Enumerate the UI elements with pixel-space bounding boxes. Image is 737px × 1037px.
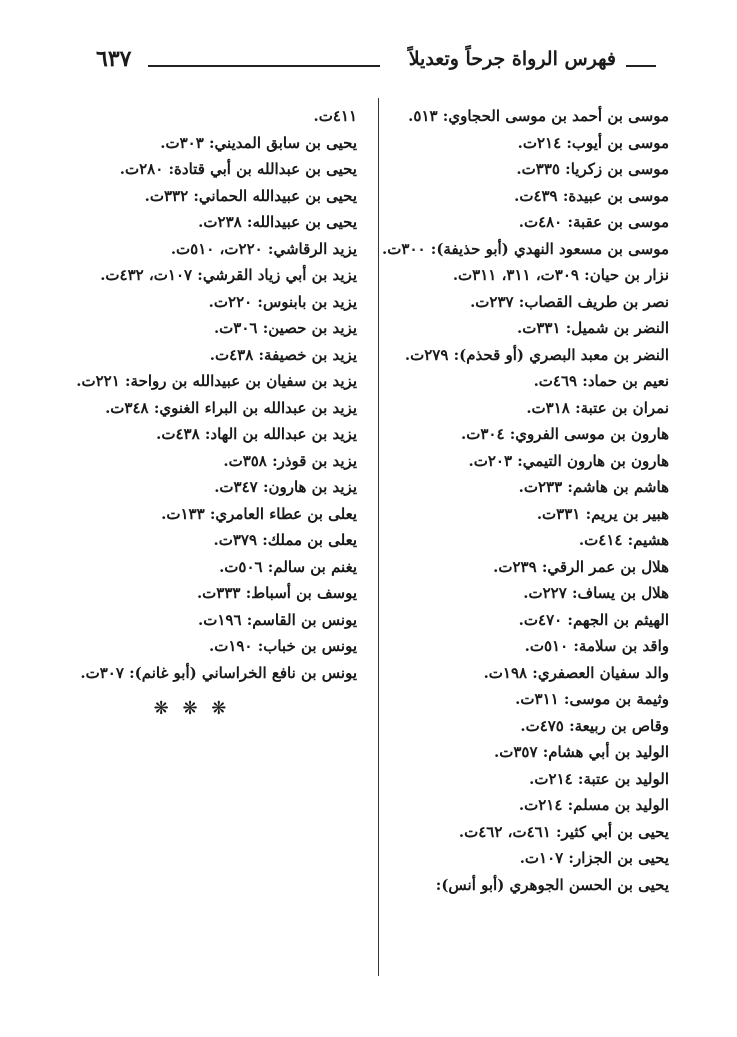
index-entry: هبير بن يريم: ٣٣١ت. — [536, 504, 669, 523]
index-entry: هلال بن يساف: ٢٢٧ت. — [523, 584, 669, 602]
index-entry: هاشم بن هاشم: ٢٣٣ت. — [518, 478, 669, 496]
index-entry: يونس بن نافع الخراساني (أبو غانم): ٣٠٧ت. — [80, 663, 357, 682]
section-end-ornament: ❋ ❋ ❋ — [153, 698, 231, 719]
index-entry: يزيد بن أبي زياد القرشي: ١٠٧ت، ٤٣٢ت. — [100, 266, 357, 284]
index-entry: نعيم بن حماد: ٤٦٩ت. — [533, 372, 669, 390]
index-entry: يزيد بن سفيان بن عبيدالله بن رواحة: ٢٢١ت. — [76, 372, 357, 390]
header-rule-right — [626, 65, 656, 67]
index-entry: يزيد بن بابنوس: ٢٢٠ت. — [208, 292, 357, 311]
index-entry: والد سفيان العصفري: ١٩٨ت. — [483, 663, 669, 682]
index-entry: يحيى بن عبيدالله الحماني: ٣٣٢ت. — [144, 186, 357, 205]
index-entry: يونس بن خباب: ١٩٠ت. — [208, 637, 357, 655]
index-entry: وثيمة بن موسى: ٣١١ت. — [515, 690, 669, 708]
index-entry: يوسف بن أسباط: ٣٣٣ت. — [196, 584, 357, 602]
index-entry: موسى بن مسعود النهدي (أبو حذيفة): ٣٠٠ت. — [382, 239, 669, 258]
page-header — [96, 46, 656, 82]
running-title: فهرس الرواة جرحاً وتعديلاً — [408, 48, 616, 70]
index-entry: موسى بن أحمد بن موسى الحجاوي: ٥١٣. — [408, 107, 669, 125]
index-entry: نزار بن حيان: ٣٠٩ت، ٣١١، ٣١١ت. — [452, 266, 669, 284]
index-entry: يونس بن القاسم: ١٩٦ت. — [198, 610, 357, 629]
index-entry: موسى بن زكريا: ٣٣٥ت. — [516, 160, 669, 178]
index-entry: يحيى بن عبيدالله: ٢٣٨ت. — [198, 213, 357, 231]
index-entry: الوليد بن عتبة: ٢١٤ت. — [529, 769, 669, 788]
index-entry: يزيد بن عبدالله بن الهاد: ٤٣٨ت. — [156, 425, 357, 443]
index-entry: واقد بن سلامة: ٥١٠ت. — [524, 637, 669, 655]
index-entry: الهيثم بن الجهم: ٤٧٠ت. — [518, 610, 669, 629]
index-entry: يحيى بن سابق المديني: ٣٠٣ت. — [160, 133, 357, 152]
index-entry: هلال بن عمر الرقي: ٢٣٩ت. — [493, 557, 669, 576]
index-column-left — [67, 103, 357, 719]
index-entry: هارون بن موسى الفروي: ٣٠٤ت. — [461, 425, 669, 443]
index-entry: النضر بن معبد البصري (أو قحذم): ٢٧٩ت. — [404, 345, 669, 364]
index-entry: النضر بن شميل: ٣٣١ت. — [517, 319, 669, 337]
index-entry: يعلى بن مملك: ٣٧٩ت. — [213, 531, 357, 549]
index-entry: يعلى بن عطاء العامري: ١٣٣ت. — [161, 504, 357, 523]
index-entry: يزيد بن هارون: ٣٤٧ت. — [214, 478, 357, 496]
index-entry: الوليد بن مسلم: ٢١٤ت. — [518, 796, 669, 814]
page-number: ٦٣٧ — [96, 46, 132, 72]
index-entry: نمران بن عتبة: ٣١٨ت. — [526, 398, 669, 417]
index-entry: موسى بن عقبة: ٤٨٠ت. — [518, 213, 669, 231]
index-entry: هشيم: ٤١٤ت. — [578, 531, 669, 549]
index-entry: يغنم بن سالم: ٥٠٦ت. — [219, 557, 357, 576]
index-entry: يزيد بن خصيفة: ٤٣٨ت. — [209, 345, 357, 364]
header-rule-left — [148, 65, 380, 67]
index-entry: يزيد بن حصين: ٣٠٦ت. — [213, 319, 357, 337]
index-entry: يحيى بن الحسن الجوهري (أبو أنس): — [435, 875, 669, 894]
index-entry: وقاص بن ربيعة: ٤٧٥ت. — [520, 716, 669, 735]
index-column-right — [369, 103, 669, 898]
index-entry: يحيى بن الجزار: ١٠٧ت. — [519, 849, 669, 867]
index-entry: يزيد بن عبدالله بن البراء الغنوي: ٣٤٨ت. — [105, 398, 357, 417]
index-entry: يزيد بن قوذر: ٣٥٨ت. — [223, 451, 357, 470]
index-entry: يحيى بن أبي كثير: ٤٦١ت، ٤٦٢ت. — [458, 822, 669, 841]
index-entry: يحيى بن عبدالله بن أبي قتادة: ٢٨٠ت. — [119, 160, 357, 178]
index-entry: موسى بن أيوب: ٢١٤ت. — [517, 133, 669, 152]
index-entry: يزيد الرقاشي: ٢٢٠ت، ٥١٠ت. — [170, 239, 357, 258]
index-entry: موسى بن عبيدة: ٤٣٩ت. — [514, 186, 669, 205]
index-entry: نصر بن طريف القصاب: ٢٣٧ت. — [470, 292, 669, 311]
index-entry: ٤١١ت. — [313, 107, 357, 125]
index-entry: هارون بن هارون التيمي: ٢٠٣ت. — [468, 451, 669, 470]
index-entry: الوليد بن أبي هشام: ٣٥٧ت. — [494, 743, 669, 761]
